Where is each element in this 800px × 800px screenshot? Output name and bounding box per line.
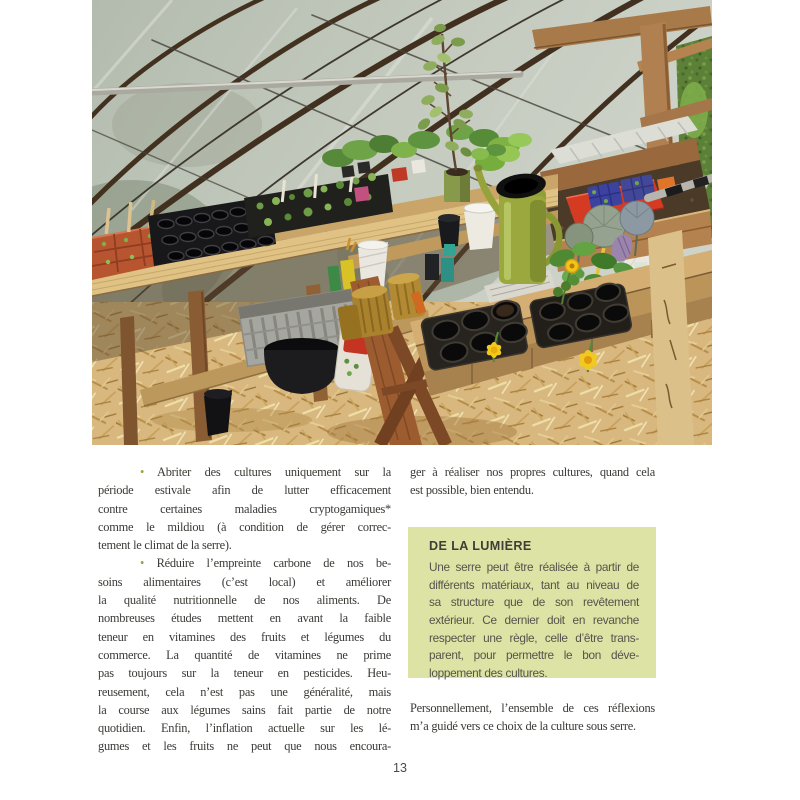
right-text-column [410,463,655,500]
text-line: sa structure que de son revêtement [429,595,639,610]
callout-title: DE LA LUMIÈRE [429,539,532,553]
paragraph-carbon-footprint [98,554,391,755]
text-line: tement le climat de la serre). [98,538,232,553]
paragraph-shelter-crops [98,463,391,554]
left-text-column [98,463,391,756]
text-line: pas toujours sur la teneur en pesticides. Heu- [98,666,391,681]
text-line: différents matériaux, tant au niveau de [429,577,639,592]
text-line: gumes et les fruits ne peut que nous encoura- [98,739,391,754]
pink-pot [354,186,370,202]
text-line: parent, pour permettre le bon déve- [429,648,639,663]
red-pot [391,167,408,182]
text-line: contre certaines maladies cryptogamiques* [98,501,391,516]
text-line: teneur en vitamines des fruits et légumes du [98,629,391,644]
text-line: reusement, cela n’est pas une généralité, mais [98,684,391,699]
callout-light-box [408,527,656,681]
text-line: Une serre peut être réalisée à partir de [429,560,639,574]
text-line: commerce. La quantité de vitamines ne prime [98,647,391,662]
text-line: m’a guidé vers ce choix de la culture sous serre. [410,719,636,734]
greenhouse-photo [92,0,712,445]
text-line: période estivale afin de lutter efficacement [98,483,391,498]
text-line: la qualité nutritionnelle de nos aliments. De [98,593,391,608]
paragraph-continuation [410,463,655,500]
bullet-marker: • [140,556,145,571]
text-line: quotidien. Enfin, l’inflation actuelle sur les lé- [98,721,391,736]
text-line: ger à réaliser nos propres cultures, quand cela [410,465,655,479]
text-line: soins alimentaires (c’est local) et améliorer [98,574,391,589]
text-line: la course aux légumes sains fait partie de notre [98,702,391,717]
text-line: Personnellement, l’ensemble de ces réflexions [410,701,655,715]
paragraph-closing [410,699,655,736]
white-pot [411,159,426,174]
text-line: nombreuses études mettent en avant la faible [98,611,391,626]
text-line: • Réduire l’empreinte carbone de nos be- [140,556,391,571]
text-line: extérieur. Ce dernier doit en revanche [429,613,639,628]
text-line: • Abriter des cultures uniquement sur la [140,465,391,479]
callout-body [429,559,639,683]
text-line: comme le mildiou (à condition de gérer correc- [98,519,391,534]
teal-pot [441,258,454,282]
bullet-marker: • [140,465,145,479]
text-line: loppement des cultures. [429,666,548,681]
page-number: 13 [393,761,407,775]
text-line: respecter une règle, celle d’être trans- [429,630,639,645]
text-line: est possible, bien entendu. [410,483,534,498]
